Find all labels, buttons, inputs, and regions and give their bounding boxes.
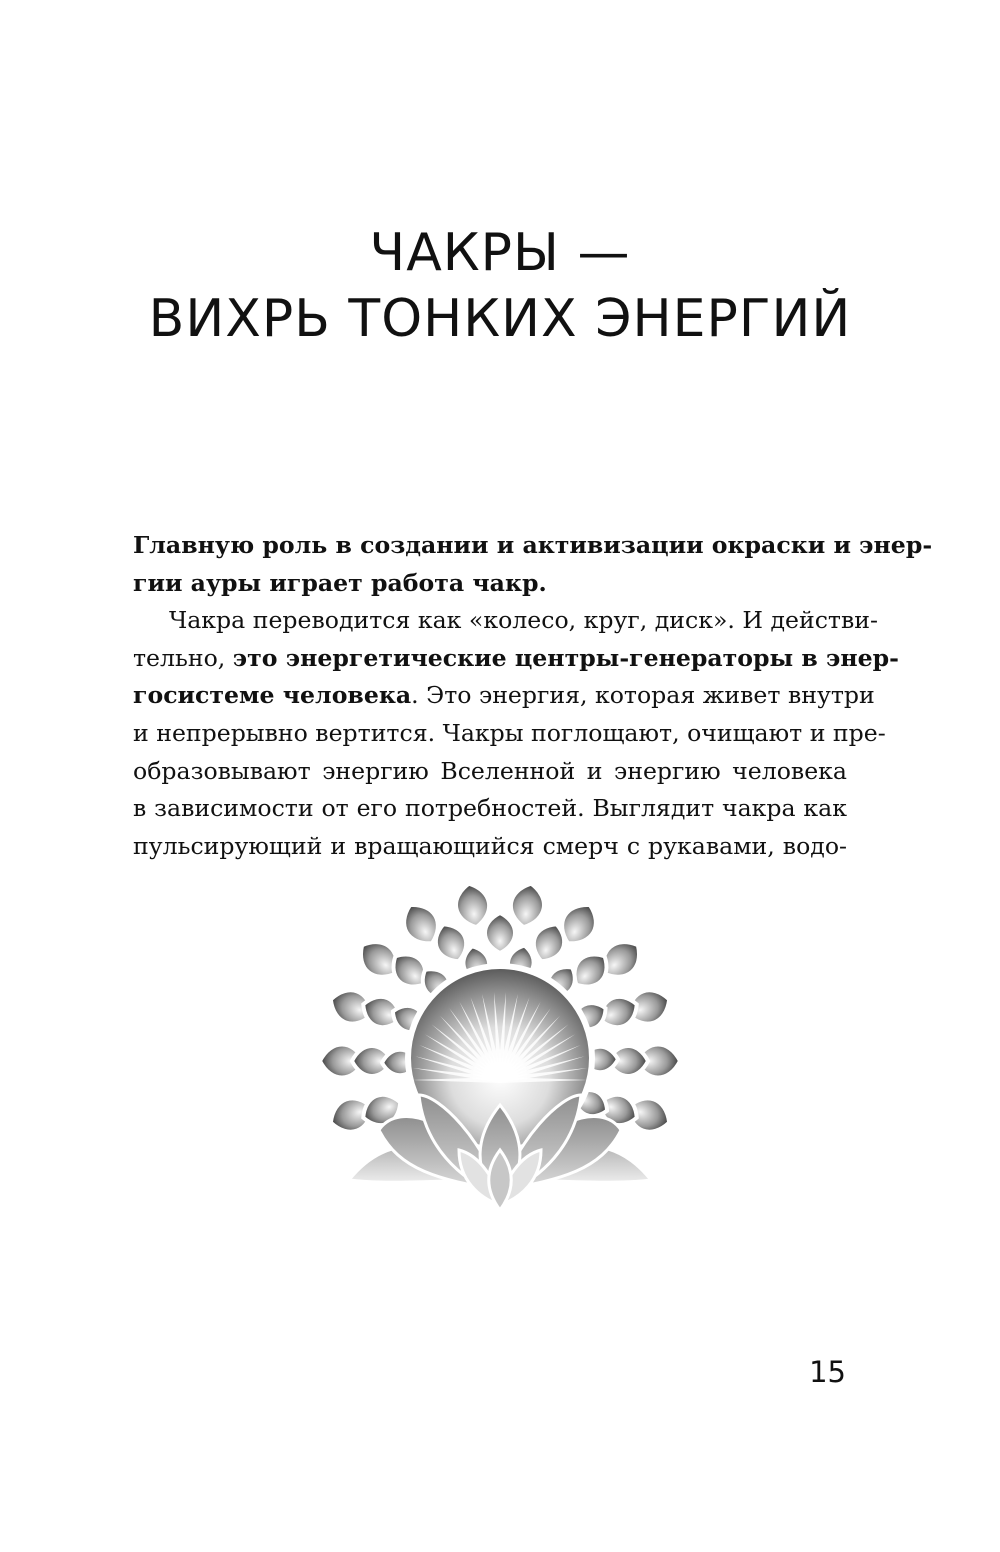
lotus-mandala-illustration	[319, 880, 681, 1242]
paragraph-line-2-bold: это энергетические центры-генераторы в энер-	[232, 643, 899, 672]
paragraph-line-3-bold: госистеме человека	[133, 681, 412, 710]
chapter-title	[0, 220, 1000, 352]
chapter-title-line-1: ЧАКРЫ —	[369, 223, 631, 283]
mandala-petal	[485, 913, 515, 953]
paragraph-line-2-regular: тельно,	[133, 643, 233, 672]
paragraph-line-2	[133, 640, 899, 678]
paragraph-line-3	[133, 677, 875, 715]
paragraph-line-3-regular: . Это энергия, которая живет внутри	[411, 681, 875, 710]
page-number: 15	[809, 1355, 846, 1389]
lead-line-1: Главную роль в создании и активизации окраски и энер-	[133, 531, 933, 559]
paragraph-line-7: пульсирующий и вращающийся смерч с рукавами, водо-	[133, 831, 847, 860]
paragraph-line-1: Чакра переводится как «колесо, круг, диск». И действи-	[169, 606, 878, 635]
paragraph-line-4: и непрерывно вертится. Чакры поглощают, очищают и пре-	[133, 718, 886, 747]
paragraph-line-6: в зависимости от его потребностей. Выглядит чакра как	[133, 794, 847, 823]
body-text	[133, 527, 933, 865]
lead-line-2: гии ауры играет работа чакр.	[133, 568, 547, 597]
chapter-title-line-2: ВИХРЬ ТОНКИХ ЭНЕРГИЙ	[148, 289, 852, 349]
paragraph-line-5: образовывают энергию Вселенной и энергию человека	[133, 756, 847, 785]
